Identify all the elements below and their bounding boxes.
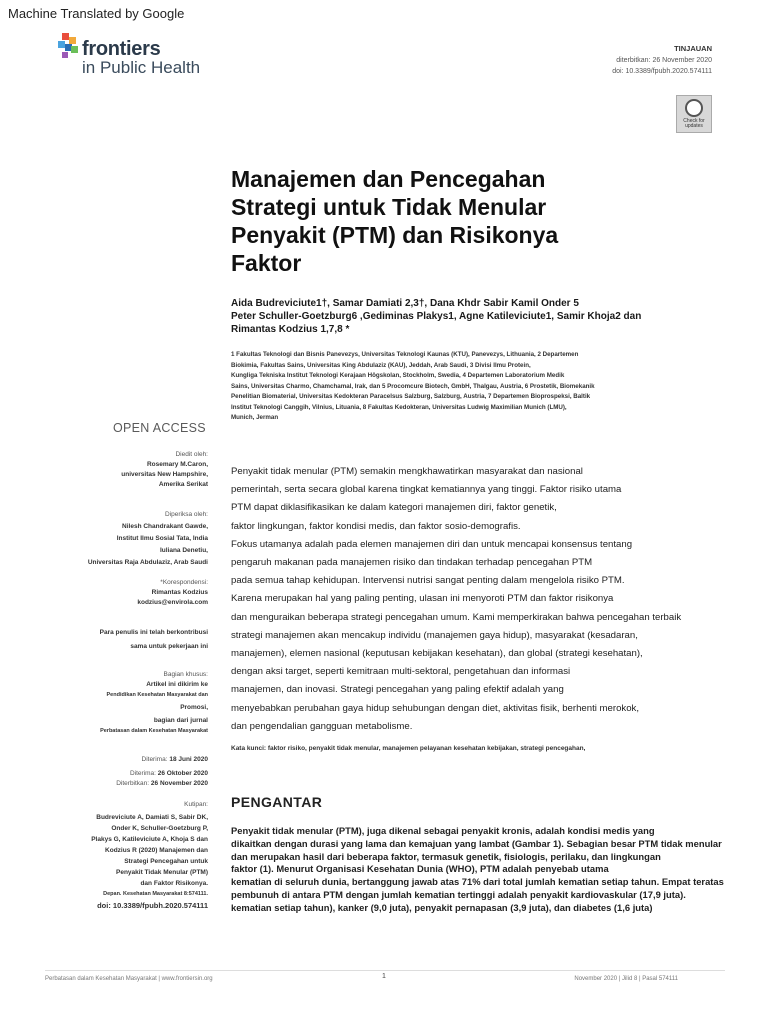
date-value: 26 November 2020 [150,780,208,787]
journal-name: frontiers [82,38,161,60]
reviewer-line: Nilesh Chandrakant Gawde, [122,523,208,530]
abstract-line: strategi manajemen akan mencakup individu (manajemen gaya hidup), masyarakat (kesadaran, [231,629,638,641]
section-heading: PENGANTAR [231,794,323,810]
date-label: Diterbitkan: [116,780,150,787]
article-title: Manajemen dan Pencegahan Strategi untuk Tidak Menular Penyakit (PTM) dan Risikonya Faktor [231,166,559,276]
citation-line: Depan. Kesehatan Masyarakat 8:574111. [103,891,208,897]
authors-line-1: Aida Budreviciute1†, Samar Damiati 2,3†, Dana Khdr Sabir [231,298,509,309]
correspondence-label: *Korespondensi: [160,579,208,586]
abstract-line: manajemen), elemen nasional (keputusan kebijakan kesehatan), dan global (strategi kesehatan), [231,648,643,660]
citation-line: dan Faktor Risikonya. [140,880,208,887]
reviewed-by-label: Diperiksa oleh: [165,511,208,518]
affiliation-line: Munich, Jerman [231,414,279,421]
affiliation-line: Biokimia, Fakultas Sains, Universitas King Abdulaziz (KAU), Jeddah, Arab Saudi, 3 Divisi Ilmu Protein, [231,361,531,369]
specialty-section-block [33,670,208,736]
intro-line: faktor (1). Menurut Organisasi Kesehatan Dunia (WHO), PTM adalah penyebab utama [231,863,609,875]
affiliation-line: Kungliga Tekniska Institut Teknologi Kerajaan Högskolan, Stockholm, Swedia, 4 Departemen Laboratorium Medik [231,372,565,379]
section-line: Artikel ini dikirim ke [146,681,208,688]
footer-divider [45,970,725,971]
dates-block [33,755,208,789]
abstract-line: Fokus utamanya adalah pada elemen manajemen diri dan untuk mencapai konsensus tentang [231,538,633,550]
footer-journal[interactable]: Perbatasan dalam Kesehatan Masyarakat | www.frontiersin.org [45,976,213,982]
section-line: Promosi, [180,704,208,711]
abstract-line: faktor lingkungan, faktor kondisi medis, dan faktor sosio-demografis. [231,520,521,532]
editor-line: universitas New Hampshire, [121,471,208,478]
author-list [231,297,701,336]
editor-line: Rosemary M.Caron, [146,461,208,468]
date-label: Diterima: [141,756,168,763]
affiliation-line: Institut Teknologi Canggih, Vilnius, Lituania, 8 Fakultas Kedokteran, Universitas Ludwig Maximilian Munich (LMU), [231,403,567,411]
intro-line: Penyakit tidak menular (PTM), juga dikenal sebagai penyakit kronis, adalah kondisi medis yang [231,825,655,836]
introduction-text [231,825,731,915]
citation-line: Penyakit Tidak Menular (PTM) [116,869,208,876]
check-updates-icon [685,99,703,117]
abstract-line: dan menguraikan beberapa strategi pencegahan umum. Kami memperkirakan bahwa pencegahan terbaik [231,611,682,623]
keywords: Kata kunci: faktor risiko, penyakit tidak menular, manajemen pelayanan kesehatan kebijakan, strategi pencegahan, [231,745,586,752]
section-line: bagian dari jurnal [153,717,208,724]
reviewer-line: Institut Ilmu Sosial Tata, India [116,535,208,542]
intro-line: kematian setiap tahun), kanker (9,0 juta), penyakit pernapasan (3,9 juta), dan diabetes (1,6 juta) [231,901,653,913]
corresponding-email[interactable]: kodzius@envirola.com [137,599,208,606]
abstract-line: dengan aksi target, seperti kemitraan multi-sektoral, pengetahuan dan informasi [231,666,571,678]
intro-line: dikaitkan dengan durasi yang lama dan kemajuan yang lambat (Gambar 1). Sebagian besar PTM tidak menular [231,837,722,849]
page-number: 1 [382,973,386,980]
abstract-line: Penyakit tidak menular (PTM) semakin mengkhawatirkan masyarakat dan nasional [231,466,583,477]
authors-line-3: Rimantas Kodzius 1,7,8 * [231,324,350,335]
corresponding-author: Rimantas Kodzius [151,589,208,596]
frontiers-logo-icon [58,33,80,69]
reviewer-line: Iuliana Denetiu, [159,547,208,554]
abstract-line: pengaruh makanan pada manajemen risiko dan tindakan terhadap pencegahan PTM [231,557,593,569]
article-type: TINJAUAN [674,44,712,53]
affiliation-line: Penelitian Biomaterial, Universitas Kedokteran Paracelsus Salzburg, Salzburg, Austria, 7 Departemen Bioprospeksi, Baltik [231,393,591,400]
citation-line: Budreviciute A, Damiati S, Sabir DK, [96,814,208,821]
journal-subtitle: in Public Health [82,58,201,77]
abstract-line: menyebabkan perubahan gaya hidup sehubungan dengan diet, aktivitas fisik, berhenti merokok, [231,702,640,714]
specialty-section-label: Bagian khusus: [163,671,208,678]
abstract-line: manajemen, dan inovasi. Strategi pencegahan yang paling efektif adalah yang [231,684,564,696]
abstract-line: pemerintah, serta secara global karena tingkat kematiannya yang tinggi. Faktor risiko utama [231,484,622,496]
citation-line: Strategi Pencegahan untuk [124,858,208,865]
date-value: 18 Juni 2020 [169,756,208,763]
intro-line: dan merupakan hasil dari beberapa faktor, termasuk genetik, fisiologis, perilaku, dan lingkungan [231,850,661,862]
authors-line-1b: Kamil Onder 5 [511,298,579,309]
doi-link[interactable]: doi: 10.3389/fpubh.2020.574111 [612,68,712,75]
abstract-line: dan pengendalian gangguan metabolisme. [231,720,413,732]
date-label: Diterima: [129,770,156,777]
contribution-line: sama untuk pekerjaan ini [130,643,208,650]
citation-line: Onder K, Schuller-Goetzburg P, [111,825,208,832]
citation-line: Kodzius R (2020) Manajemen dan [105,847,208,854]
edited-by-label: Diedit oleh: [175,451,208,458]
citation-block [33,799,208,911]
abstract [231,463,682,736]
authors-line-2: Peter Schuller-Goetzburg6 ,Gediminas Plakys1, Agne Katileviciute1, Samir Khoja2 dan [231,311,642,322]
editor-line: Amerika Serikat [158,481,208,488]
reviewed-by-block [33,510,208,568]
intro-line: pembunuh di antara PTM dengan jumlah kematian tertinggi adalah penyakit kardiovaskular (17,9 juta). [231,888,686,900]
intro-line: kematian di seluruh dunia, bertanggung jawab atas 71% dari total jumlah kematian setiap tahun. Empat teratas [231,876,724,888]
abstract-line: PTM dapat diklasifikasikan ke dalam kategori manajemen diri, faktor genetik, [231,502,557,514]
contribution-line: Para penulis ini telah berkontribusi [99,629,208,636]
check-updates-label: Check for updates [683,118,705,129]
check-for-updates-button[interactable] [676,95,712,133]
correspondence-block [33,578,208,608]
citation-doi[interactable]: doi: 10.3389/fpubh.2020.574111 [97,901,208,910]
machine-translated-banner: Machine Translated by Google [8,6,185,21]
citation-label: Kutipan: [184,801,208,808]
footer-volume: November 2020 | Jilid 8 | Pasal 574111 [574,976,678,982]
citation-line: Plakys G, Katileviciute A, Khoja S dan [91,836,208,843]
reviewer-line: Universitas Raja Abdulaziz, Arab Saudi [87,559,208,566]
affiliation-line: 1 Fakultas Teknologi dan Bisnis Panevezys, Universitas Teknologi Kaunas (KTU), Panevezys, Lithuania, 2 Departemen [231,351,579,358]
published-date: diterbitkan: 26 November 2020 [616,57,712,64]
edited-by-block [33,450,208,490]
section-line: Pendidikan Kesehatan Masyarakat dan [106,692,208,698]
open-access-label: OPEN ACCESS [113,421,206,435]
section-line: Perbatasan dalam Kesehatan Masyarakat [100,728,208,734]
affiliations [231,350,701,424]
affiliation-line: Sains, Universitas Charmo, Chamchamal, Irak, dan 5 Procomcure Biotech, GmbH, Thalgau, Austria, 6 Prostetik, Biomekanik [231,382,595,390]
date-value: 26 Oktober 2020 [157,770,208,777]
abstract-line: pada semua tahap kehidupan. Intervensi nutrisi sangat penting dalam mengelola risiko PTM. [231,575,625,587]
contribution-note [33,628,208,652]
abstract-line: Karena merupakan hal yang paling penting, ulasan ini menyoroti PTM dan faktor risikonya [231,593,614,605]
